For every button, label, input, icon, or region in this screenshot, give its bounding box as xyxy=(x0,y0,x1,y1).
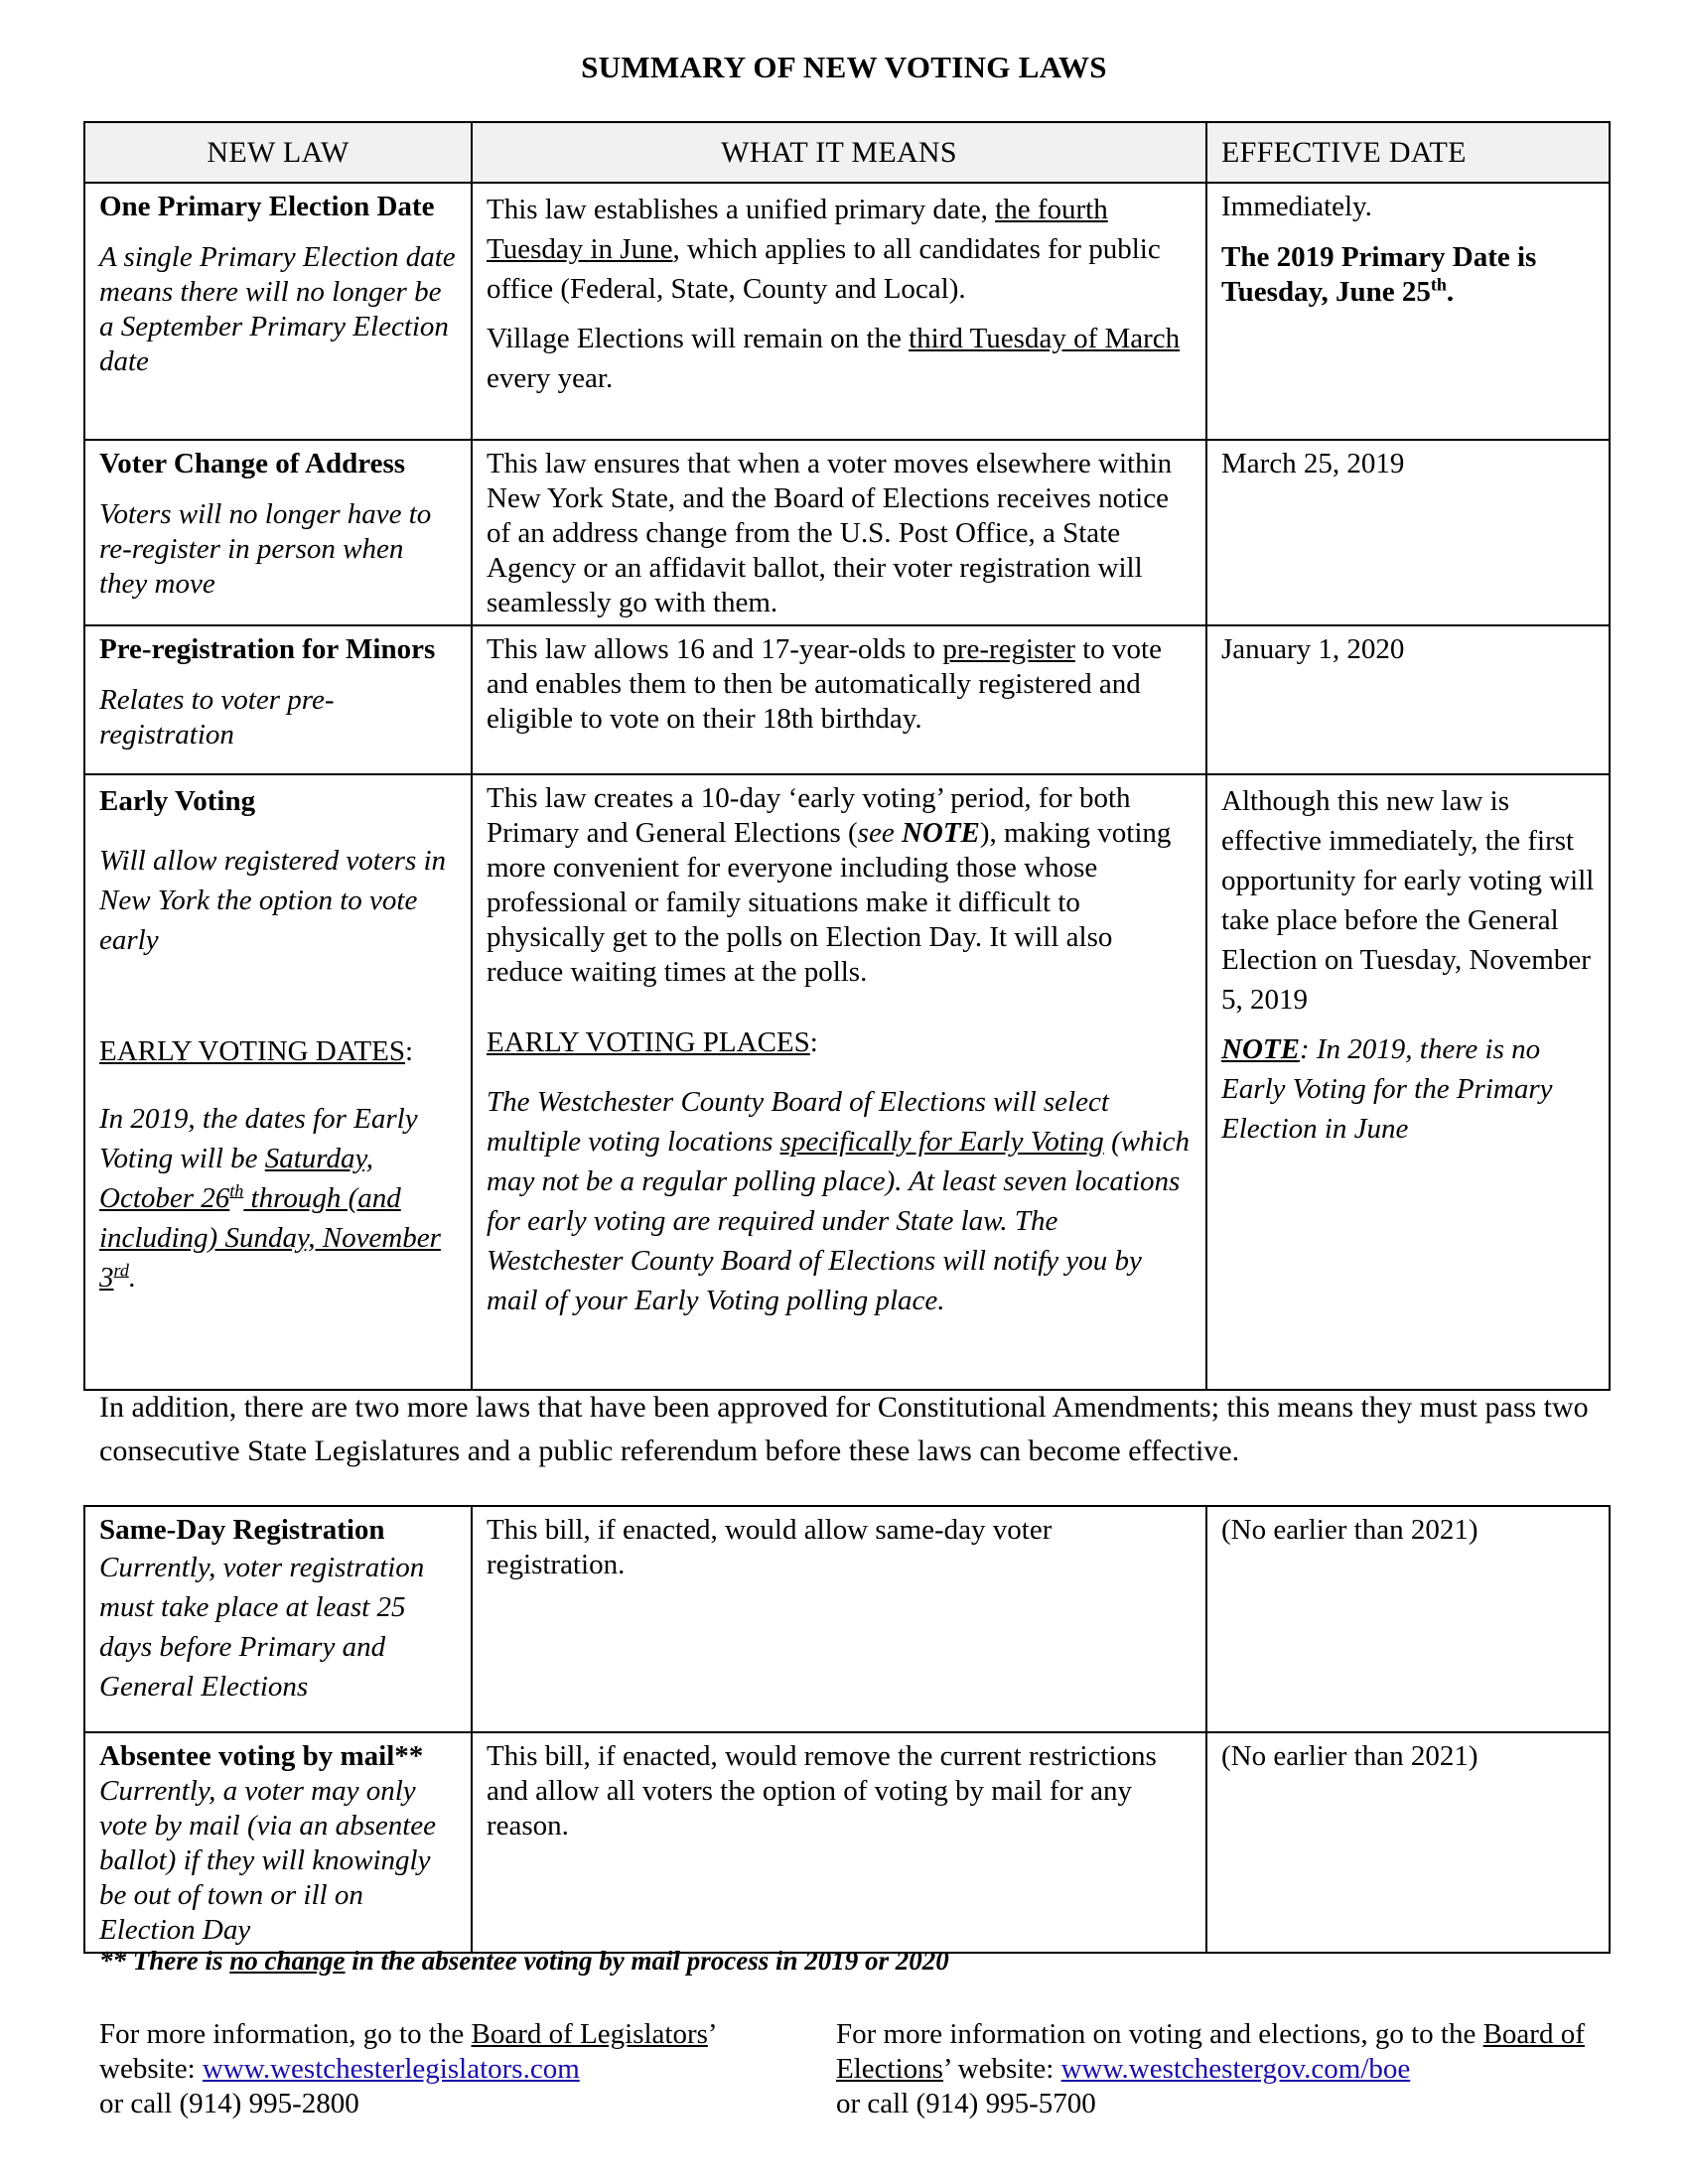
primary-date-note: The 2019 Primary Date is Tuesday, June 25 xyxy=(1221,241,1537,308)
dates-sup: rd xyxy=(113,1260,129,1281)
header-new-law: NEW LAW xyxy=(84,122,472,183)
effective-cell: (No earlier than 2021) xyxy=(1206,1732,1610,1953)
table-row xyxy=(84,183,1610,440)
table-row xyxy=(84,440,1610,625)
law-cell xyxy=(84,440,472,625)
meaning-cell xyxy=(472,183,1206,440)
board-of-elections-link[interactable]: Board of Elections xyxy=(836,2018,1585,2085)
meaning-underlined: the fourth Tuesday in June xyxy=(487,194,1108,265)
effective-text: Immediately. xyxy=(1221,191,1372,222)
effective-cell xyxy=(1206,183,1610,440)
law-title: One Primary Election Date xyxy=(99,191,435,222)
law-cell xyxy=(84,183,472,440)
primary-date-end: . xyxy=(1446,276,1455,308)
primary-date-sup: th xyxy=(1430,274,1447,295)
meaning-text: , which applies to all candidates for public office (Federal, State, County and Local). xyxy=(487,233,1161,305)
note-text: : In 2019, there is no Early Voting for the Primary Election in June xyxy=(1221,1033,1553,1145)
effective-cell xyxy=(1206,774,1610,1390)
early-voting-places-heading: EARLY VOTING PLACES xyxy=(487,1026,810,1058)
meaning-see: see xyxy=(857,817,902,849)
law-cell xyxy=(84,1732,472,1953)
law-title: Pre-registration for Minors xyxy=(99,633,436,665)
meaning-text: ), making voting more convenient for everyone including those whose professional or family situations make it difficult to physically get to the polls on Election Day. It will also reduce waiting times at the polls. xyxy=(487,817,1172,988)
meaning-cell xyxy=(472,625,1206,774)
footer-text: For more information, go to the xyxy=(99,2018,472,2050)
header-what-it-means: WHAT IT MEANS xyxy=(472,122,1206,183)
dates-text: In 2019, the dates for Early Voting will be xyxy=(99,1103,418,1174)
meaning-note: NOTE xyxy=(901,817,980,849)
board-of-legislators-link[interactable]: Board of Legislators xyxy=(471,2018,708,2050)
meaning-cell: This bill, if enacted, would remove the current restrictions and allow all voters the option of voting by mail for any reason. xyxy=(472,1732,1206,1953)
table-header-row xyxy=(84,122,1610,183)
law-description: Relates to voter pre-registration xyxy=(99,684,335,751)
meaning-text: This law creates a 10-day ‘early voting’ period, for both Primary and General Elections ( xyxy=(487,782,1131,849)
footnote-text: in the absentee voting by mail process in 2019 or 2020 xyxy=(345,1946,949,1976)
places-text: The Westchester County Board of Elections will select multiple voting locations xyxy=(487,1086,1109,1158)
footer-text: For more information on voting and elections, go to the xyxy=(836,2018,1483,2050)
footer-text: ’ website: xyxy=(99,2018,716,2085)
elections-website-link[interactable]: www.westchestergov.com/boe xyxy=(1060,2053,1411,2085)
meaning-text: to vote and enables them to then be automatically registered and eligible to vote on their 18th birthday. xyxy=(487,633,1162,735)
law-description: A single Primary Election date means there will no longer be a September Primary Election date xyxy=(99,241,456,377)
dates-end: . xyxy=(128,1262,137,1294)
places-underlined: specifically for Early Voting xyxy=(779,1126,1104,1158)
dates-sup: th xyxy=(229,1180,244,1201)
effective-cell: March 25, 2019 xyxy=(1206,440,1610,625)
meaning-underlined: third Tuesday of March xyxy=(909,323,1181,354)
table-row xyxy=(84,774,1610,1390)
law-description: Will allow registered voters in New York the option to vote early xyxy=(99,845,447,956)
header-effective-date: EFFECTIVE DATE xyxy=(1206,122,1610,183)
table-row xyxy=(84,1732,1610,1953)
meaning-text: This law allows 16 and 17-year-olds to xyxy=(487,633,943,665)
law-cell xyxy=(84,1506,472,1732)
footer-legislators xyxy=(99,2017,794,2121)
constitutional-amendments-paragraph: In addition, there are two more laws that have been approved for Constitutional Amendments; this means they must pass two consecutive State Legislatures and a public referendum before these laws can become effective. xyxy=(99,1391,1589,1467)
meaning-text: Village Elections will remain on the xyxy=(487,323,910,354)
table-row xyxy=(84,1506,1610,1732)
meaning-cell: This law creates a 10-day ‘early voting’ period, for both Primary and General Elections (see NOTE), making voting more convenient for everyone including those whose professional or family situations make it difficult to physically get to the polls on Election Day. It will also reduce waiting times at the polls. EARLY VOTING PLACES: The Westchester County Board of Elections will select multiple voting locations specifically for Early Voting (which may not be a regular polling place). At least seven locations for early voting are required under State law. The Westchester County Board of Elections will notify you by mail of your Early Voting polling place. xyxy=(472,774,1206,1390)
law-description: Currently, a voter may only vote by mail (via an absentee ballot) if they will knowingly be out of town or ill on Election Day xyxy=(99,1775,437,1946)
legislators-phone: or call (914) 995-2800 xyxy=(99,2088,359,2119)
early-voting-places xyxy=(487,1082,1192,1320)
law-title: Absentee voting by mail** xyxy=(99,1740,424,1772)
meaning-text: This law establishes a unified primary date, xyxy=(487,194,996,225)
proposed-laws-table xyxy=(83,1505,1611,1954)
footer-text: ’ website: xyxy=(942,2053,1061,2085)
meaning-cell: This bill, if enacted, would allow same-day voter registration. xyxy=(472,1506,1206,1732)
effective-cell: January 1, 2020 xyxy=(1206,625,1610,774)
dates-underlined: Saturday, October 26 xyxy=(99,1143,374,1214)
early-voting-dates-heading: EARLY VOTING DATES xyxy=(99,1035,406,1067)
note-label: NOTE xyxy=(1221,1033,1300,1065)
places-text: (which may not be a regular polling place). At least seven locations for early voting are required under State law. The Westchester County Board of Elections will notify you by mail of your Early Voting polling place. xyxy=(487,1126,1190,1316)
elections-phone: or call (914) 995-5700 xyxy=(836,2088,1096,2119)
effective-cell: (No earlier than 2021) xyxy=(1206,1506,1610,1732)
effective-note xyxy=(1221,1033,1552,1145)
footer-elections xyxy=(836,2017,1611,2121)
table-row xyxy=(84,625,1610,774)
legislators-website-link[interactable]: www.westchesterlegislators.com xyxy=(202,2053,580,2085)
effective-text: Although this new law is effective immediately, the first opportunity for early voting will take place before the General Election on Tuesday, November 5, 2019 xyxy=(1221,785,1595,1016)
page-title: SUMMARY OF NEW VOTING LAWS xyxy=(581,50,1107,84)
absentee-footnote xyxy=(99,1946,949,1977)
law-description: Currently, voter registration must take place at least 25 days before Primary and General Elections xyxy=(99,1552,425,1703)
meaning-text: every year. xyxy=(487,362,614,394)
voting-laws-table xyxy=(83,121,1611,1391)
footnote-text: ** There is xyxy=(99,1946,230,1976)
law-cell: Early Voting Will allow registered voters in New York the option to vote early EARLY VOTING DATES: In 2019, the dates for Early Voting will be Saturday, October 26th through (and including) Sunday, November 3rd. xyxy=(84,774,472,1390)
meaning-cell: This law ensures that when a voter moves elsewhere within New York State, and the Board of Elections receives notice of an address change from the U.S. Post Office, a State Agency or an affidavit ballot, their voter registration will seamlessly go with them. xyxy=(472,440,1206,625)
law-title: Voter Change of Address xyxy=(99,448,406,479)
law-title: Early Voting xyxy=(99,785,256,817)
dates-underlined: through (and including) Sunday, November 3 xyxy=(99,1182,441,1294)
law-title: Same-Day Registration xyxy=(99,1514,385,1546)
early-voting-dates xyxy=(99,1103,441,1294)
meaning-underlined: pre-register xyxy=(942,633,1075,665)
footnote-underlined: no change xyxy=(229,1946,346,1976)
law-cell xyxy=(84,625,472,774)
law-description: Voters will no longer have to re-register in person when they move xyxy=(99,498,432,600)
